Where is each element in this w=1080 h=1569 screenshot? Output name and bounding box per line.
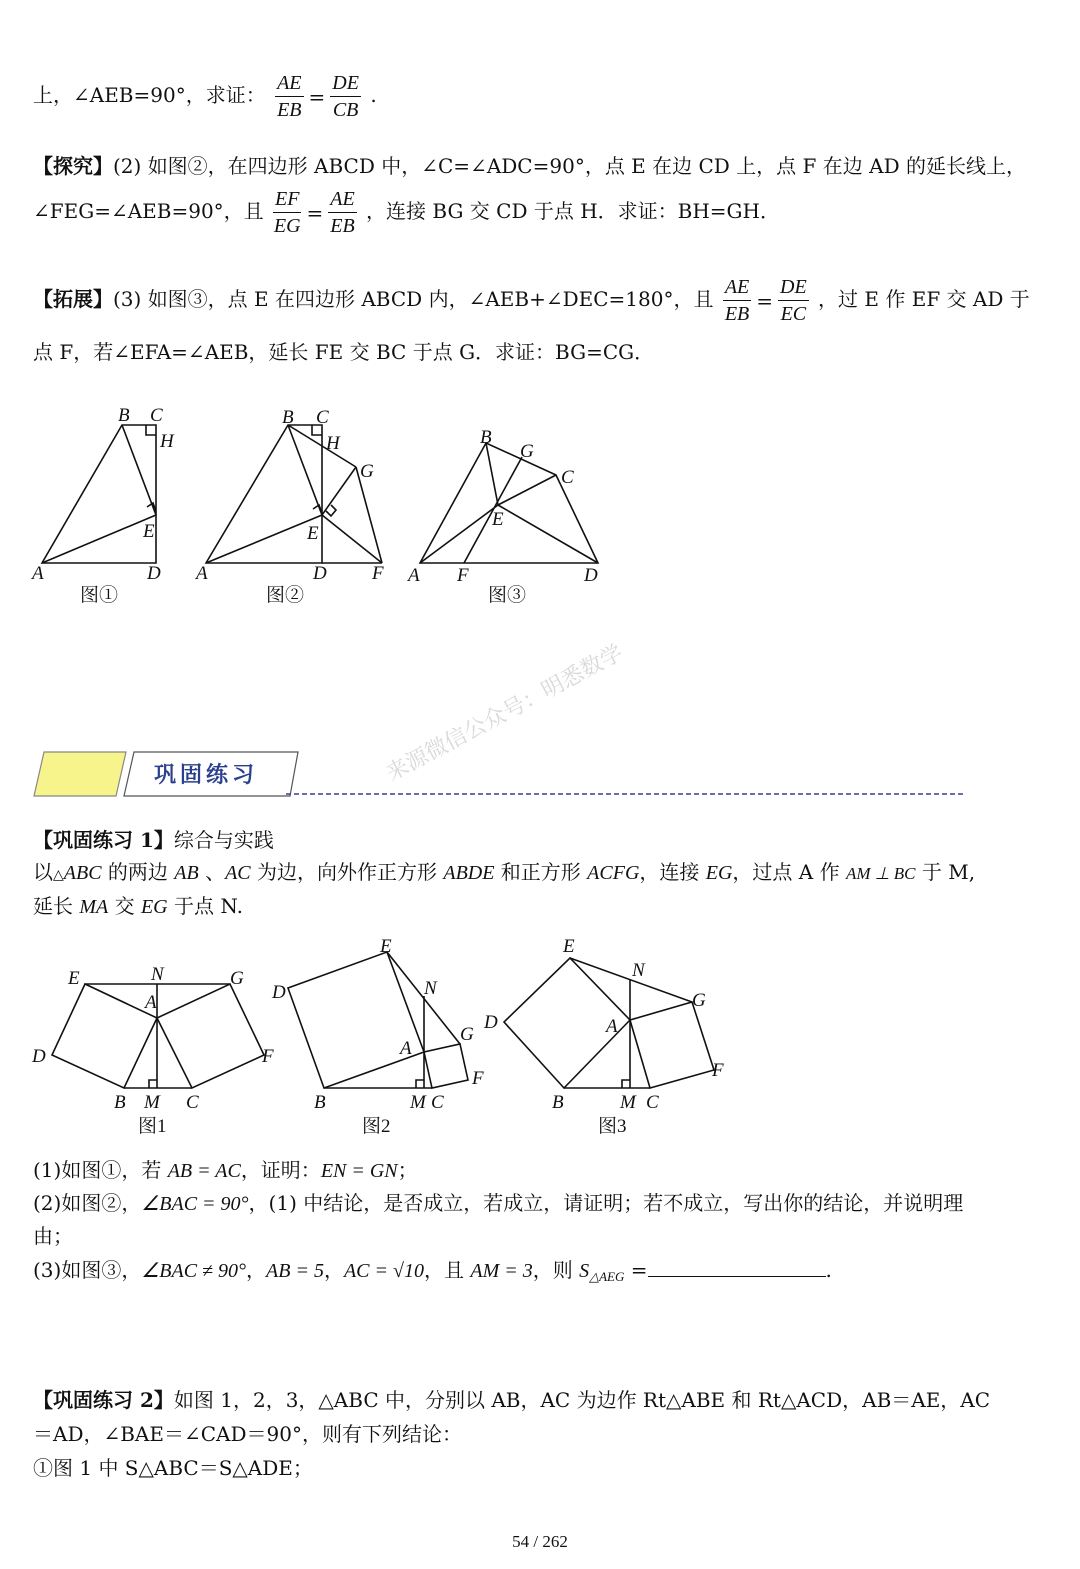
svg-text:N: N	[632, 960, 645, 981]
page-number: 54 / 262	[512, 1532, 568, 1551]
fig3-segment-ce	[498, 475, 556, 505]
fig-c-right-angle-m	[622, 1080, 630, 1088]
banner-yellow-block	[34, 752, 126, 796]
svg-text:图③: 图③	[488, 585, 527, 606]
fig1-right-angle-c	[146, 425, 156, 435]
svg-text:N: N	[424, 978, 437, 999]
svg-text:F: F	[372, 563, 384, 584]
svg-text:B: B	[480, 427, 492, 448]
svg-text:E: E	[492, 509, 504, 530]
svg-text:E: E	[563, 936, 575, 957]
pr1-figures	[0, 930, 760, 1140]
svg-text:C: C	[646, 1092, 659, 1113]
p1-explore-line1: 【探究】(2) 如图②，在四边形 ABCD 中，∠C=∠ADC=90°，点 E 在边 CD 上，点 F 在边 AD 的延长线上，	[33, 154, 1026, 178]
svg-text:A: A	[196, 563, 208, 584]
p1-figures	[0, 395, 640, 615]
fig-b-square-acfg	[424, 1044, 468, 1088]
svg-text:图2: 图2	[362, 1116, 391, 1137]
svg-text:图3: 图3	[598, 1116, 627, 1137]
svg-text:C: C	[316, 407, 329, 428]
fig2-segment-ae	[206, 515, 322, 563]
svg-text:N: N	[151, 964, 164, 985]
svg-text:B: B	[282, 407, 294, 428]
pr1-q2-line1: (2)如图②，∠BAC = 90°，(1) 中结论，是否成立，若成立，请证明；若不成立，写出你的结论，并说明理	[33, 1191, 964, 1215]
fig-c-segment-eg	[570, 958, 692, 1002]
pr2-line2: ＝AD，∠BAE＝∠CAD＝90°，则有下列结论：	[33, 1422, 462, 1446]
svg-text:E: E	[380, 936, 392, 957]
svg-text:B: B	[552, 1092, 564, 1113]
svg-text:D: D	[272, 982, 286, 1003]
fig2-segment-ef	[322, 515, 382, 563]
pr2-line3: ①图 1 中 S△ABC＝S△ADE；	[33, 1456, 313, 1480]
svg-text:D: D	[313, 563, 327, 584]
watermark: 来源微信公众号：明悉数学	[382, 640, 628, 787]
svg-text:D: D	[147, 563, 161, 584]
pr1-q2-line2: 由；	[33, 1224, 73, 1248]
fraction-de-ec: $\frac{DE}{EC}$	[780, 276, 807, 325]
svg-text:C: C	[186, 1092, 199, 1113]
fig1-quadrilateral	[42, 425, 156, 563]
p1-extend-line1: 【拓展】(3) 如图③，点 E 在四边形 ABCD 内，∠AEB+∠DEC=180°，且 $\frac{AE}{EB}$ = $\frac{DE}{EC}$ ，过 E 作 EF 交 AD 于	[33, 276, 1030, 325]
svg-text:H: H	[326, 433, 340, 454]
svg-text:F: F	[262, 1046, 274, 1067]
svg-text:A: A	[32, 563, 44, 584]
pr2-line1: 【巩固练习 2】如图 1，2，3，△ABC 中，分别以 AB，AC 为边作 Rt△ABE 和 Rt△ACD，AB＝AE，AC	[33, 1388, 991, 1412]
fig2-segment-eg	[322, 467, 356, 515]
fig3-segment-be	[486, 443, 498, 505]
svg-text:E: E	[143, 521, 155, 542]
fig2-quadrilateral	[206, 425, 322, 563]
svg-text:D: D	[584, 565, 598, 586]
svg-text:G: G	[692, 990, 706, 1011]
pr1-line1: 以△ABC 的两边 AB 、AC 为边，向外作正方形 ABDE 和正方形 ACFG，连接 EG，过点 A 作 AM ⊥ BC 于 M,	[33, 860, 976, 884]
svg-text:H: H	[160, 431, 174, 452]
svg-text:F: F	[457, 565, 469, 586]
svg-text:D: D	[32, 1046, 46, 1067]
p1-explore-line2: ∠FEG=∠AEB=90°，且 $\frac{EF}{EG}$ = $\frac{AE}{EB}$ ，连接 BG 交 CD 于点 H．求证：BH=GH．	[33, 188, 780, 237]
p1-line1: 上，∠AEB=90°，求证： $\frac{AE}{EB}$ = $\frac{DE}{CB}$ .	[33, 72, 377, 121]
fig3-quadrilateral	[420, 443, 598, 563]
svg-text:B: B	[118, 405, 130, 426]
fig3-segment-de	[498, 505, 598, 563]
svg-text:D: D	[484, 1012, 498, 1033]
svg-text:图①: 图①	[80, 585, 119, 606]
svg-text:E: E	[307, 523, 319, 544]
fraction-ef-eg: $\frac{EF}{EG}$	[273, 188, 301, 237]
pr1-line2: 延长 MA 交 EG 于点 N.	[33, 894, 243, 918]
svg-text:C: C	[150, 405, 163, 426]
fraction-ae-eb: $\frac{AE}{EB}$	[277, 72, 302, 121]
svg-text:A: A	[400, 1038, 412, 1059]
fraction-ae-eb-3: $\frac{AE}{EB}$	[724, 276, 750, 325]
svg-text:图②: 图②	[266, 585, 305, 606]
p1-extend-line2: 点 F，若∠EFA=∠AEB，延长 FE 交 BC 于点 G．求证：BG=CG．	[33, 340, 655, 364]
pr1-q3: (3)如图③，∠BAC ≠ 90°，AB = 5，AC = √10，且 AM = 3，则 $S_{\triangle AEG}$ = .	[33, 1258, 832, 1284]
svg-text:G: G	[520, 441, 534, 462]
fig-b-right-angle-m	[416, 1080, 424, 1088]
svg-text:B: B	[114, 1092, 126, 1113]
fraction-ae-eb-2: $\frac{AE}{EB}$	[330, 188, 355, 237]
fig2-segment-be	[288, 425, 322, 515]
svg-text:A: A	[606, 1016, 618, 1037]
pr1-heading: 【巩固练习 1】综合与实践	[33, 828, 274, 852]
svg-text:G: G	[230, 968, 244, 989]
pr1-q1: (1)如图①，若 AB = AC，证明：EN = GN；	[33, 1158, 418, 1182]
fig-a-square-acfg	[157, 984, 264, 1088]
svg-text:M: M	[410, 1092, 426, 1113]
fig1-segment-be	[122, 425, 156, 515]
svg-text:B: B	[314, 1092, 326, 1113]
svg-text:C: C	[431, 1092, 444, 1113]
answer-blank[interactable]	[648, 1256, 826, 1277]
svg-text:M: M	[620, 1092, 636, 1113]
svg-text:G: G	[460, 1024, 474, 1045]
fig1-segment-ae	[42, 515, 156, 563]
svg-text:F: F	[712, 1060, 724, 1081]
svg-text:G: G	[360, 461, 374, 482]
svg-text:F: F	[472, 1068, 484, 1089]
svg-text:E: E	[68, 968, 80, 989]
fig-a-right-angle-m	[149, 1080, 157, 1088]
svg-text:A: A	[408, 565, 420, 586]
svg-text:图1: 图1	[138, 1116, 167, 1137]
svg-text:C: C	[561, 467, 574, 488]
section-title: 巩固练习	[154, 763, 259, 788]
svg-text:A: A	[145, 992, 157, 1013]
fig-c-square-acfg	[630, 1002, 714, 1088]
fig-a-square-abde	[52, 984, 157, 1088]
svg-text:M: M	[144, 1092, 160, 1113]
fig3-segment-ae	[420, 505, 498, 563]
fraction-de-cb: $\frac{DE}{CB}$	[332, 72, 359, 121]
